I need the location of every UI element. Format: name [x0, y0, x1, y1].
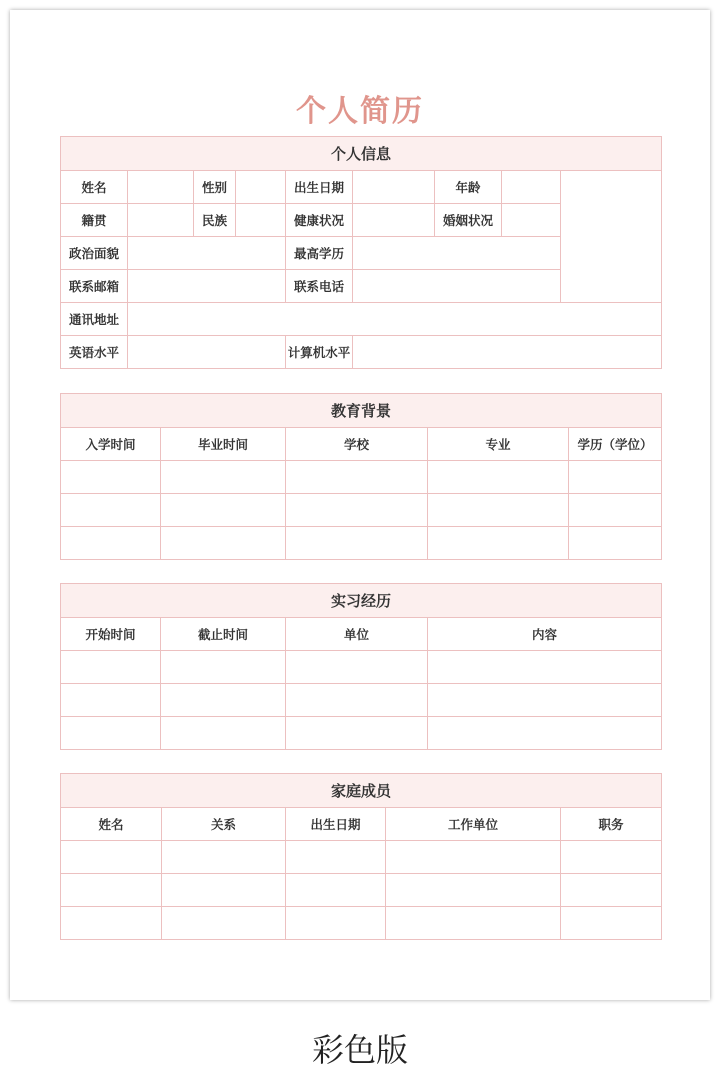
label-english: 英语水平 [61, 336, 128, 369]
value-email[interactable] [128, 270, 286, 303]
table-cell[interactable] [286, 461, 428, 494]
table-cell[interactable] [286, 841, 386, 874]
label-political: 政治面貌 [61, 237, 128, 270]
section-header-personal: 个人信息 [61, 137, 662, 171]
table-cell[interactable] [161, 494, 286, 527]
table-cell[interactable] [286, 874, 386, 907]
col-header: 工作单位 [386, 808, 561, 841]
table-cell[interactable] [286, 494, 428, 527]
col-header: 职务 [561, 808, 662, 841]
table-cell[interactable] [61, 684, 161, 717]
table-cell[interactable] [569, 494, 662, 527]
value-address[interactable] [128, 303, 662, 336]
table-cell[interactable] [286, 527, 428, 560]
label-phone: 联系电话 [286, 270, 353, 303]
table-cell[interactable] [61, 651, 161, 684]
col-header: 毕业时间 [161, 428, 286, 461]
col-header: 内容 [428, 618, 662, 651]
col-header: 学历（学位） [569, 428, 662, 461]
personal-info-table [60, 136, 662, 369]
table-row [61, 527, 662, 560]
table-cell[interactable] [162, 841, 286, 874]
value-marital[interactable] [502, 204, 561, 237]
table-row [61, 841, 662, 874]
table-cell[interactable] [286, 907, 386, 940]
col-header: 入学时间 [61, 428, 161, 461]
table-cell[interactable] [286, 717, 428, 750]
table-cell[interactable] [569, 461, 662, 494]
table-row [61, 717, 662, 750]
table-cell[interactable] [386, 841, 561, 874]
table-cell[interactable] [569, 527, 662, 560]
value-gender[interactable] [236, 171, 286, 204]
table-cell[interactable] [428, 717, 662, 750]
family-table [60, 773, 662, 940]
section-header-education: 教育背景 [61, 394, 662, 428]
table-cell[interactable] [561, 841, 662, 874]
table-cell[interactable] [561, 874, 662, 907]
col-header: 截止时间 [161, 618, 286, 651]
label-gender: 性别 [194, 171, 236, 204]
value-native-place[interactable] [128, 204, 194, 237]
table-cell[interactable] [61, 527, 161, 560]
value-education-level[interactable] [353, 237, 561, 270]
table-cell[interactable] [61, 874, 162, 907]
version-caption: 彩色版 [311, 1031, 408, 1069]
table-cell[interactable] [428, 684, 662, 717]
table-row [61, 461, 662, 494]
table-cell[interactable] [61, 841, 162, 874]
section-header-family: 家庭成员 [61, 774, 662, 808]
col-header: 专业 [428, 428, 569, 461]
table-row [61, 684, 662, 717]
label-age: 年龄 [435, 171, 502, 204]
photo-cell[interactable] [561, 171, 662, 303]
table-row [61, 874, 662, 907]
value-english[interactable] [128, 336, 286, 369]
table-cell[interactable] [162, 874, 286, 907]
value-computer[interactable] [353, 336, 662, 369]
table-cell[interactable] [61, 907, 162, 940]
value-birth-date[interactable] [353, 171, 435, 204]
col-header: 开始时间 [61, 618, 161, 651]
label-name: 姓名 [61, 171, 128, 204]
value-phone[interactable] [353, 270, 561, 303]
col-header: 关系 [162, 808, 286, 841]
table-cell[interactable] [428, 494, 569, 527]
table-cell[interactable] [386, 874, 561, 907]
table-cell[interactable] [561, 907, 662, 940]
label-address: 通讯地址 [61, 303, 128, 336]
table-cell[interactable] [386, 907, 561, 940]
table-row [61, 651, 662, 684]
label-marital: 婚姻状况 [435, 204, 502, 237]
internship-table [60, 583, 662, 750]
value-health[interactable] [353, 204, 435, 237]
label-health: 健康状况 [286, 204, 353, 237]
label-education-level: 最高学历 [286, 237, 353, 270]
table-cell[interactable] [161, 717, 286, 750]
label-computer: 计算机水平 [286, 336, 353, 369]
label-email: 联系邮箱 [61, 270, 128, 303]
table-cell[interactable] [286, 651, 428, 684]
value-political[interactable] [128, 237, 286, 270]
table-cell[interactable] [61, 461, 161, 494]
resume-page [10, 10, 710, 1000]
table-cell[interactable] [161, 651, 286, 684]
label-birth-date: 出生日期 [286, 171, 353, 204]
table-cell[interactable] [428, 527, 569, 560]
table-cell[interactable] [161, 461, 286, 494]
col-header: 学校 [286, 428, 428, 461]
value-ethnicity[interactable] [236, 204, 286, 237]
label-ethnicity: 民族 [194, 204, 236, 237]
col-header: 出生日期 [286, 808, 386, 841]
table-cell[interactable] [162, 907, 286, 940]
table-cell[interactable] [61, 494, 161, 527]
table-row [61, 907, 662, 940]
label-native-place: 籍贯 [61, 204, 128, 237]
table-cell[interactable] [161, 527, 286, 560]
table-cell[interactable] [286, 684, 428, 717]
value-age[interactable] [502, 171, 561, 204]
education-table [60, 393, 662, 560]
table-cell[interactable] [428, 461, 569, 494]
section-header-internship: 实习经历 [61, 584, 662, 618]
page-title: 个人简历 [296, 94, 424, 129]
table-cell[interactable] [428, 651, 662, 684]
table-cell[interactable] [61, 717, 161, 750]
table-cell[interactable] [161, 684, 286, 717]
table-row [61, 494, 662, 527]
value-name[interactable] [128, 171, 194, 204]
col-header: 姓名 [61, 808, 162, 841]
col-header: 单位 [286, 618, 428, 651]
